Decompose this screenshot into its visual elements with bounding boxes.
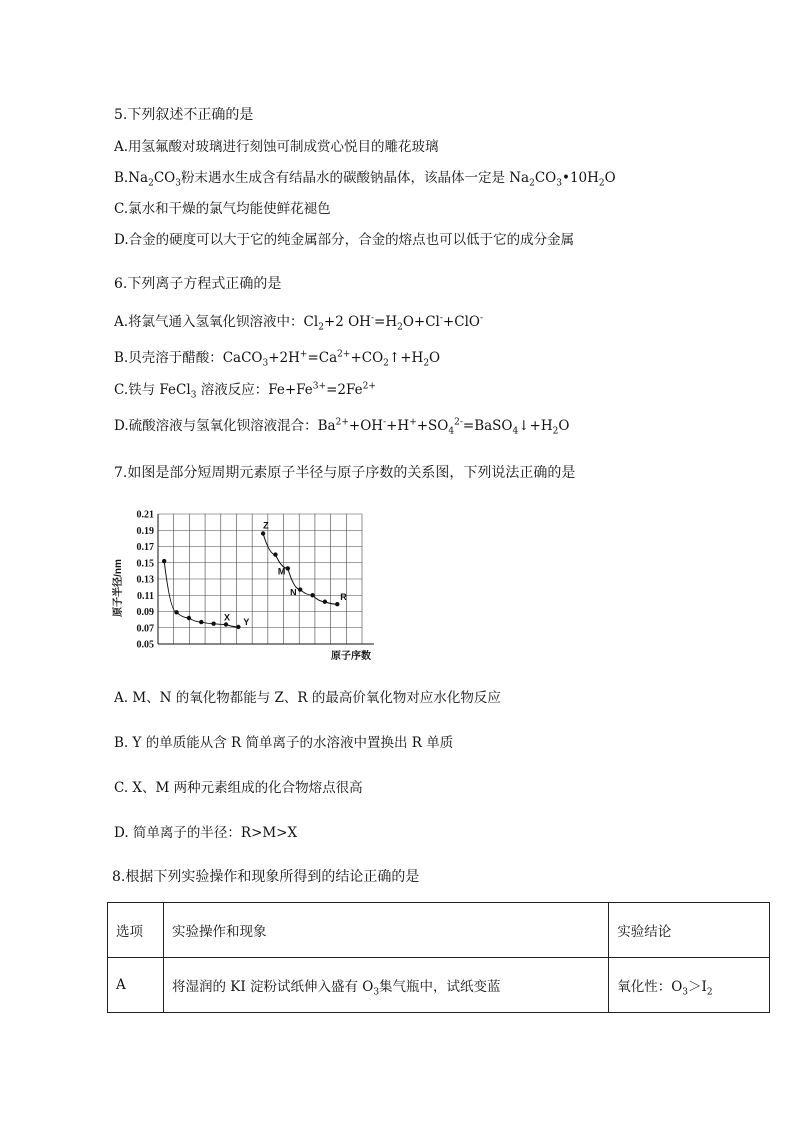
y-tick-label: 0.13 [136,574,154,586]
table-header-row [108,903,770,958]
data-point [211,621,215,625]
data-point [162,559,166,563]
chart-grid [158,514,362,644]
data-point [310,593,314,597]
data-point [224,622,228,626]
q7-option-c: C. X、M 两种元素组成的化合物熔点很高 [114,780,363,796]
q7-option-d: D. 简单离子的半径：R>M>X [114,825,298,841]
q8-stem: 8.根据下列实验操作和现象所得到的结论正确的是 [112,869,420,885]
data-point [174,610,178,614]
y-tick-label: 0.21 [136,509,154,521]
q6-option-a: A.将氯气通入氢氧化钡溶液中：$Cl_2+2$ $OH^-=H_2O+Cl^-+ClO^-$ [114,313,483,333]
row-a-conclusion: 氧化性：$O_3>I_2$ [609,958,770,1013]
y-tick-label: 0.07 [136,623,154,635]
point-label-y: Y [243,616,250,627]
point-label-z: Z [263,520,269,531]
q7-option-b: B. Y 的单质能从含 R 简单离子的水溶液中置换出 R 单质 [114,735,454,751]
q5-stem: 5.下列叙述不正确的是 [114,107,254,123]
data-point [298,587,302,591]
y-tick-label: 0.15 [136,558,154,570]
row-a-option: A [108,958,164,1013]
header-option: 选项 [108,903,164,958]
point-label-n: N [290,587,297,598]
point-label-m: M [277,566,286,577]
point-label-x: X [224,612,231,623]
q5-option-a: A.用氢氟酸对玻璃进行刻蚀可制成赏心悦目的雕花玻璃 [114,139,439,155]
q6-option-c: C.铁与 FeCl$_3$ 溶液反应：$Fe+Fe^{3+}=2Fe^{2+}$ [114,381,376,401]
data-point [286,566,290,570]
chart-axes [137,510,375,651]
data-point [199,620,203,624]
y-tick-label: 0.17 [136,542,154,553]
q6-option-d: D.硫酸溶液与氢氧化钡溶液混合：$Ba^{2+}+OH^-+H^++SO_4^{2-}=BaSO_4↓+H_2O$ [114,417,570,437]
y-tick-label: 0.19 [136,525,154,537]
header-operation: 实验操作和现象 [163,903,608,958]
q7-option-a: A. M、N 的氧化物都能与 Z、R 的最高价氧化物对应水化物反应 [114,690,501,706]
data-point [323,600,327,604]
q5-option-c: C.氯水和干燥的氯气均能使鲜花褪色 [114,201,331,217]
y-tick-label: 0.11 [137,590,154,602]
data-point [273,552,277,556]
table-row [108,958,770,1013]
experiment-table [107,902,770,1013]
header-conclusion: 实验结论 [609,903,770,958]
y-tick-label: 0.05 [136,639,154,651]
q6-option-b: B.贝壳溶于醋酸：$CaCO_3+2H^+=Ca^{2+}+CO_2↑+H_2O$ [114,349,441,369]
data-point [335,602,339,606]
q6-stem: 6.下列离子方程式正确的是 [114,276,282,292]
chart-ylabel: 原子半径/nm [113,559,124,617]
data-point [187,616,191,620]
atomic-radius-chart [108,508,398,668]
point-label-r: R [340,592,347,603]
q5-option-b: $B.Na_2CO_3$粉末遇水生成含有结晶水的碳酸钠晶体，该晶体一定是 $Na_2CO_3•10H_2O$ [114,170,616,189]
chart-xlabel: 原子序数 [331,651,371,662]
data-point [236,625,240,629]
chart-data-layer [162,521,347,630]
q7-stem: 7.如图是部分短周期元素原子半径与原子序数的关系图，下列说法正确的是 [114,465,576,481]
q5-option-d: D.合金的硬度可以大于它的纯金属部分，合金的熔点也可以低于它的成分金属 [114,232,575,248]
y-tick-label: 0.09 [136,607,154,618]
series-curve-1 [263,534,337,605]
data-point [261,531,265,535]
row-a-operation: 将湿润的 KI 淀粉试纸伸入盛有 $O_3$集气瓶中，试纸变蓝 [163,958,608,1013]
